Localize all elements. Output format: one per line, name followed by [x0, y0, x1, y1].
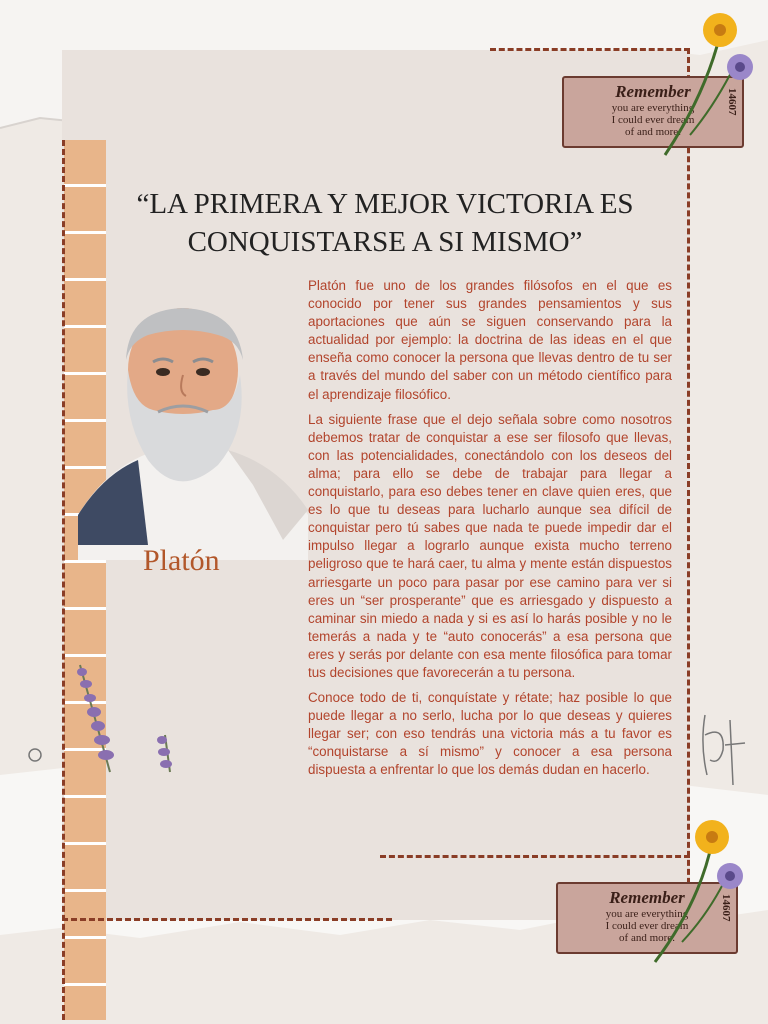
page-title: “LA PRIMERA Y MEJOR VICTORIA ES CONQUISTARSE A SI MISMO” [136, 188, 634, 258]
brick-strip [64, 140, 106, 1020]
figure-name: Platón [143, 544, 220, 577]
lavender-decoration [20, 660, 190, 775]
flower-decoration-top [645, 5, 765, 165]
paragraph: Conoce todo de ti, conquístate y rétate; haz posible lo que puede llegar a no serlo, lucha por lo que deseas y quieres llegar ser; con eso tendrás una victoria más a tu favor es “conquistarse a sí mismo” y conocer a esa persona dispuesta a enfrentar lo que los demás dudan en hacerlo. [308, 690, 672, 778]
ticket-line: of and more. [619, 932, 675, 944]
ticket-heading: Remember [609, 888, 685, 907]
signature-doodle [695, 705, 750, 795]
ticket-line: of and more. [625, 126, 681, 138]
dashed-border-left [62, 140, 65, 1020]
article-body [308, 277, 672, 787]
paragraph: La siguiente frase que el dejo señala sobre como nosotros debemos tratar de conquistar a ese ser filosofo que llevas, con las potencialidades, conectándolo con los deseos del alma; para ello se debe de trabajar para llegar a conquistarlo, para eso debes tener en clave quien eres, que es lo que tu deseas para lucharlo aunque sea difícil de conquistar pero tú sabes que nada te puede impedir dar el impulso llegar a lograrlo aunque exista mucho terreno peligroso que te hará caer, tu alma y mente están dispuestos arriesgarte un poco para pasar por ese camino para ver si eres un “ser prosperante” que es arriesgado y dispuesto a caminar sin miedo a nada y si es así lo harás posible y no le temerás a nada y te “auto conocerás” a esa persona que eres y serás por delante con esa mente filosófica para tomar tus decisiones que favorecerán a tu persona. [308, 411, 672, 680]
dashed-border-bottom [62, 918, 392, 921]
ticket-line: you are everything [605, 908, 689, 920]
plato-portrait-image [78, 300, 308, 560]
flower-decoration-bottom [640, 812, 760, 972]
ticket-number: 14607 [726, 88, 738, 116]
ticket-heading: Remember [615, 82, 691, 101]
ticket-number: 14607 [720, 894, 732, 922]
dashed-border-right [687, 48, 690, 920]
ticket-line: I could ever dream [605, 920, 689, 932]
paragraph: Platón fue uno de los grandes filósofos en el que es conocido por tener sus grandes pensamientos y sus aportaciones que aún se siguen conservando para la actualidad por ejemplo: la doctrina de las ideas en el que enseña como conocer la persona que llevas dentro de tu ser a través del mundo del saber con un método científico para el aprendizaje filosófico. [308, 278, 672, 402]
ticket-line: you are everything [611, 102, 695, 114]
ticket-line: I could ever dream [611, 114, 695, 126]
